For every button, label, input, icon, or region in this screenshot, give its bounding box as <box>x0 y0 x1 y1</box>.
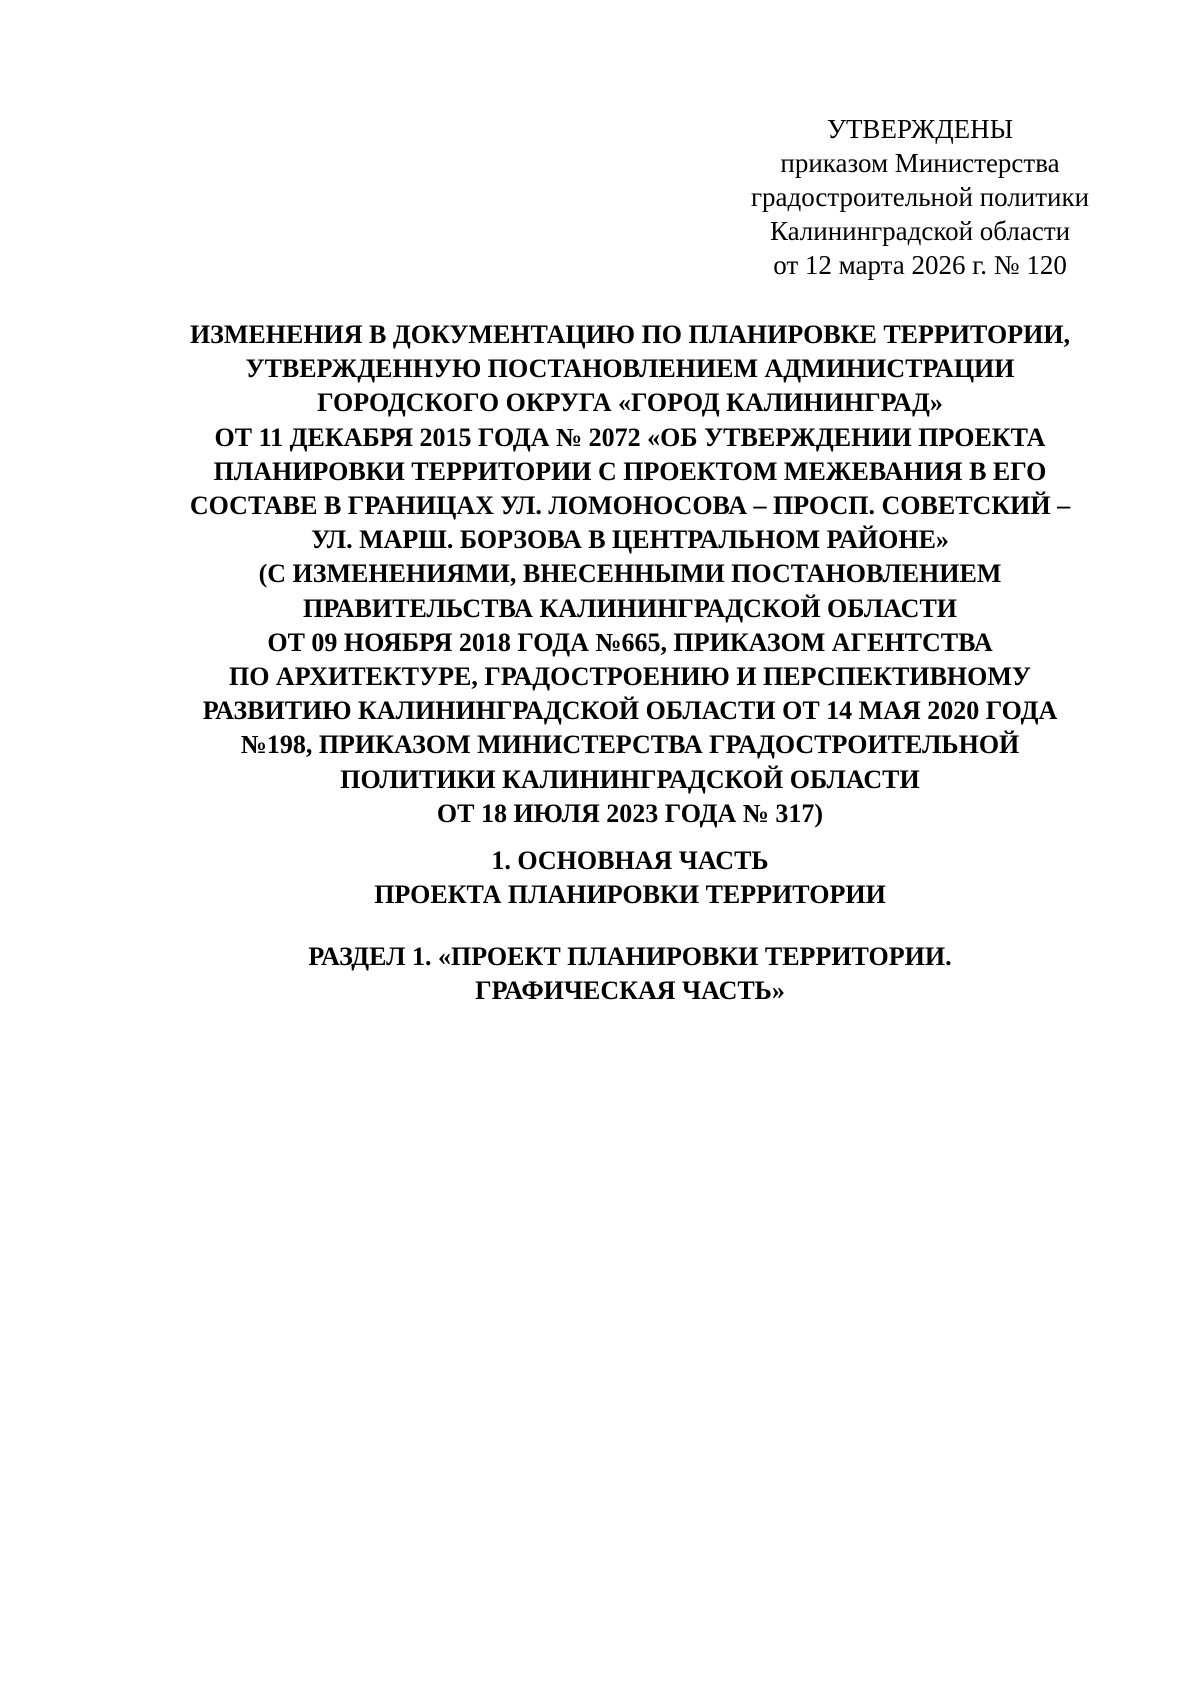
approval-heading: УТВЕРЖДЕНЫ <box>826 114 1014 144</box>
title-line: ОТ 18 ИЮЛЯ 2023 ГОДА № 317) <box>436 798 824 828</box>
title-line: ПОЛИТИКИ КАЛИНИНГРАДСКОЙ ОБЛАСТИ <box>340 764 920 794</box>
section-heading-line: РАЗДЕЛ 1. «ПРОЕКТ ПЛАНИРОВКИ ТЕРРИТОРИИ. <box>308 942 952 971</box>
title-line: ОТ 11 ДЕКАБРЯ 2015 ГОДА № 2072 «ОБ УТВЕРЖДЕНИИ ПРОЕКТА <box>214 422 1046 452</box>
title-line: УЛ. МАРШ. БОРЗОВА В ЦЕНТРАЛЬНОМ РАЙОНЕ» <box>311 525 949 555</box>
document-title <box>150 318 1110 831</box>
part-heading <box>150 844 1110 912</box>
title-line: СОСТАВЕ В ГРАНИЦАХ УЛ. ЛОМОНОСОВА – ПРОСП. СОВЕТСКИЙ – <box>189 491 1071 521</box>
title-line: ГОРОДСКОГО ОКРУГА «ГОРОД КАЛИНИНГРАД» <box>317 388 943 418</box>
part-heading-line: ПРОЕКТА ПЛАНИРОВКИ ТЕРРИТОРИИ <box>374 880 886 909</box>
title-line: №198, ПРИКАЗОМ МИНИСТЕРСТВА ГРАДОСТРОИТЕЛЬНОЙ <box>240 730 1020 760</box>
title-line: ПРАВИТЕЛЬСТВА КАЛИНИНГРАДСКОЙ ОБЛАСТИ <box>302 593 958 623</box>
title-line: (С ИЗМЕНЕНИЯМИ, ВНЕСЕННЫМИ ПОСТАНОВЛЕНИЕМ <box>258 559 1002 589</box>
approval-stamp <box>745 112 1095 282</box>
title-line: ИЗМЕНЕНИЯ В ДОКУМЕНТАЦИЮ ПО ПЛАНИРОВКЕ ТЕРРИТОРИИ, <box>189 320 1071 349</box>
approval-date-number: от 12 марта 2026 г. № 120 <box>773 250 1067 280</box>
approval-line: градостроительной политики <box>750 182 1090 212</box>
title-line: ОТ 09 НОЯБРЯ 2018 ГОДА №665, ПРИКАЗОМ АГЕНТСТВА <box>267 627 993 657</box>
title-line: ПО АРХИТЕКТУРЕ, ГРАДОСТРОЕНИЮ И ПЕРСПЕКТИВНОМУ <box>228 662 1031 692</box>
title-line: УТВЕРЖДЕННУЮ ПОСТАНОВЛЕНИЕМ АДМИНИСТРАЦИИ <box>245 354 1015 384</box>
part-heading-line: 1. ОСНОВНАЯ ЧАСТЬ <box>491 846 769 875</box>
section-heading-line: ГРАФИЧЕСКАЯ ЧАСТЬ» <box>475 976 785 1005</box>
approval-line: Калининградской области <box>769 216 1071 246</box>
title-line: ПЛАНИРОВКИ ТЕРРИТОРИИ С ПРОЕКТОМ МЕЖЕВАНИЯ В ЕГО <box>213 456 1047 486</box>
section-heading <box>150 940 1110 1008</box>
approval-line: приказом Министерства <box>780 148 1060 178</box>
title-line: РАЗВИТИЮ КАЛИНИНГРАДСКОЙ ОБЛАСТИ ОТ 14 МАЯ 2020 ГОДА <box>202 696 1058 726</box>
